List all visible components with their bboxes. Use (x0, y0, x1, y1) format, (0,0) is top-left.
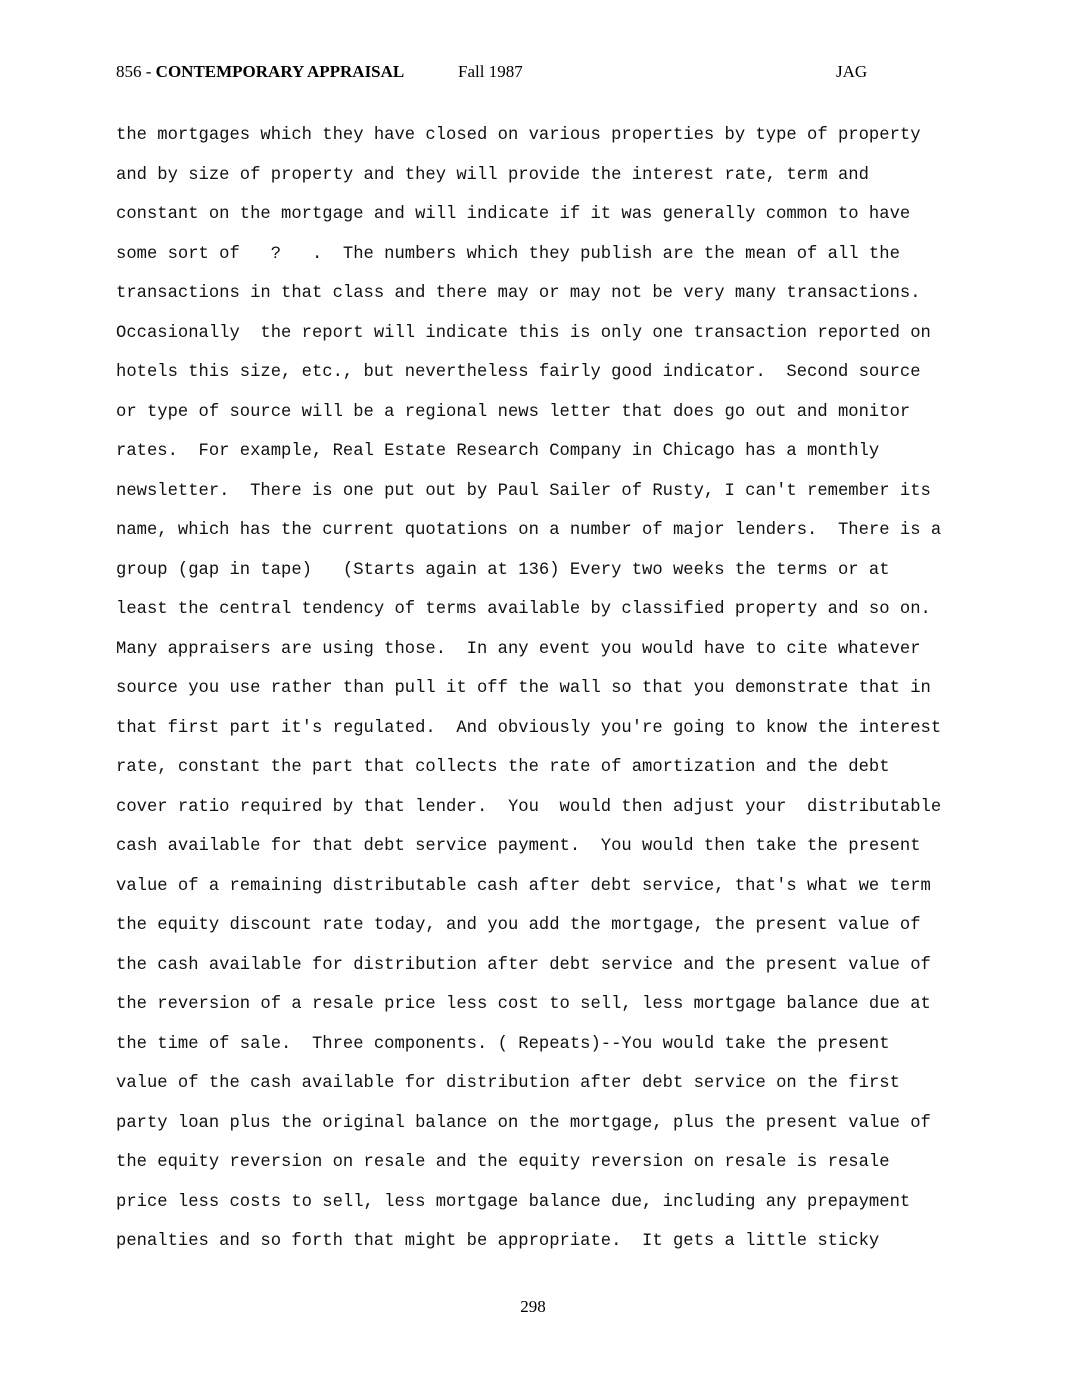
page-number: 298 (520, 1297, 546, 1316)
course-heading (116, 62, 404, 82)
text-line: name, which has the current quotations on a number of major lenders. There is a (116, 521, 942, 540)
text-line: value of the cash available for distribution after debt service on the first (116, 1074, 900, 1093)
text-line: rate, constant the part that collects the rate of amortization and the debt (116, 758, 890, 777)
term-label: Fall 1987 (458, 62, 523, 81)
text-line: value of a remaining distributable cash after debt service, that's what we term (116, 876, 931, 896)
text-line: the mortgages which they have closed on various properties by type of property (116, 126, 921, 145)
text-line: hotels this size, etc., but nevertheless fairly good indicator. Second source (116, 363, 921, 382)
text-line: the equity discount rate today, and you add the mortgage, the present value of (116, 916, 921, 935)
text-line: cover ratio required by that lender. You would then adjust your distributable (116, 797, 942, 817)
text-line: cash available for that debt service payment. You would then take the present (116, 837, 921, 856)
course-title: CONTEMPORARY APPRAISAL (155, 62, 405, 81)
text-line: some sort of ? . The numbers which they publish are the mean of all the (116, 244, 900, 264)
text-line: that first part it's regulated. And obviously you're going to know the interest (116, 718, 942, 738)
text-line: the equity reversion on resale and the equity reversion on resale is resale (116, 1153, 890, 1172)
text-line: the reversion of a resale price less cost to sell, less mortgage balance due at (116, 995, 931, 1014)
page-header (116, 62, 876, 84)
text-line: source you use rather than pull it off the wall so that you demonstrate that in (116, 679, 931, 698)
text-line: and by size of property and they will provide the interest rate, term and (116, 165, 869, 185)
text-line: Occasionally the report will indicate this is only one transaction reported on (116, 323, 931, 343)
author-initials: JAG (836, 62, 868, 81)
text-line: least the central tendency of terms available by classified property and so on. (116, 600, 931, 619)
text-line: rates. For example, Real Estate Research Company in Chicago has a monthly (116, 442, 880, 461)
text-line: group (gap in tape) (Starts again at 136) Every two weeks the terms or at (116, 560, 890, 580)
transcript-body (116, 124, 1016, 1270)
text-line: penalties and so forth that might be appropriate. It gets a little sticky (116, 1232, 880, 1251)
text-line: the time of sale. Three components. ( Repeats)--You would take the present (116, 1034, 890, 1054)
text-line: party loan plus the original balance on the mortgage, plus the present value of (116, 1113, 931, 1133)
text-line: constant on the mortgage and will indicate if it was generally common to have (116, 205, 911, 224)
text-line: price less costs to sell, less mortgage balance due, including any prepayment (116, 1192, 911, 1212)
text-line: the cash available for distribution after debt service and the present value of (116, 955, 931, 975)
text-line: transactions in that class and there may or may not be very many transactions. (116, 284, 921, 303)
course-number: 856 - (116, 62, 156, 81)
text-line: Many appraisers are using those. In any event you would have to cite whatever (116, 639, 921, 659)
text-line: newsletter. There is one put out by Paul Sailer of Rusty, I can't remember its (116, 481, 931, 501)
text-line: or type of source will be a regional news letter that does go out and monitor (116, 402, 911, 422)
